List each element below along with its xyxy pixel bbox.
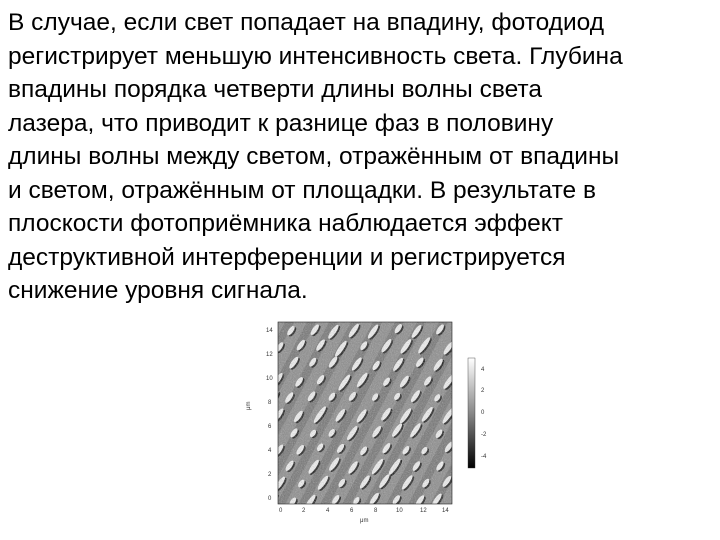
track-band: [498, 318, 500, 540]
pit-shadow: [454, 391, 469, 409]
afm-figure: [238, 318, 500, 540]
pit-shadow: [462, 475, 477, 493]
x-tick-label: 12: [420, 508, 427, 514]
pit: [453, 357, 467, 374]
body-paragraph: [8, 6, 716, 308]
pit-shadow: [456, 426, 466, 438]
track-band: [238, 318, 263, 540]
y-axis-ticks: [266, 328, 273, 502]
y-tick-label: 2: [268, 472, 272, 478]
x-tick-label: 10: [396, 508, 403, 514]
colorbar: [468, 358, 487, 468]
text-line: длины волны между светом, отражённым от впадины: [8, 143, 620, 170]
pit: [452, 390, 467, 408]
colorbar-tick-label: 2: [481, 388, 485, 394]
pit: [466, 344, 475, 354]
x-tick-label: 4: [326, 508, 330, 514]
x-tick-label: 14: [442, 508, 449, 514]
pit: [454, 320, 468, 336]
pit: [455, 424, 465, 436]
x-axis-ticks: [279, 508, 449, 514]
track-band: [238, 318, 241, 540]
track-band: [454, 318, 500, 540]
colorbar-tick-label: 0: [481, 410, 485, 416]
text-line: регистрирует меньшую интенсивность света. Глубина: [8, 42, 623, 70]
y-tick-label: 14: [266, 328, 273, 334]
pit-shadow: [456, 494, 466, 505]
pit: [262, 356, 277, 375]
colorbar-tick-label: 4: [481, 367, 485, 373]
y-tick-label: 8: [268, 400, 272, 406]
noise-overlay: [278, 322, 452, 504]
text-line: и светом, отражённым от площадки. В результате в: [8, 176, 596, 204]
text-line: деструктивной интерференции и регистрируется: [8, 243, 566, 271]
colorbar-gradient: [468, 358, 475, 468]
colorbar-tick-label: -4: [481, 454, 487, 460]
pit-shadow: [455, 321, 469, 337]
text-line: В случае, если свет попадает на впадину, фотодиод: [8, 9, 605, 36]
y-tick-label: 0: [268, 496, 272, 502]
y-tick-label: 4: [268, 448, 272, 454]
pit-shadow: [454, 460, 464, 472]
afm-height-map: [238, 318, 500, 540]
y-tick-label: 10: [266, 376, 273, 382]
pit-shadow: [455, 358, 469, 375]
pit-shadow: [263, 358, 278, 377]
pit-shadow: [468, 345, 477, 355]
x-tick-label: 6: [350, 508, 354, 514]
y-tick-label: 12: [266, 352, 273, 358]
colorbar-tick-label: -2: [481, 432, 487, 438]
pit-shadow: [269, 429, 279, 440]
pit: [452, 459, 462, 471]
pit: [455, 493, 465, 504]
y-axis-label: μm: [246, 401, 252, 410]
x-tick-label: 8: [374, 508, 378, 514]
text-line: впадины порядка четверти длины волны света: [8, 76, 542, 103]
text-line: снижение уровня сигнала.: [8, 277, 308, 304]
y-tick-label: 6: [268, 424, 272, 430]
track-band: [476, 318, 500, 540]
text-line: плоскости фотоприёмника наблюдается эффект: [8, 210, 563, 237]
pit: [460, 474, 475, 492]
x-tick-label: 0: [279, 508, 283, 514]
x-axis-label: μm: [360, 518, 369, 524]
text-line: лазера, что приводит к разнице фаз в половину: [8, 109, 554, 137]
x-tick-label: 2: [302, 508, 306, 514]
